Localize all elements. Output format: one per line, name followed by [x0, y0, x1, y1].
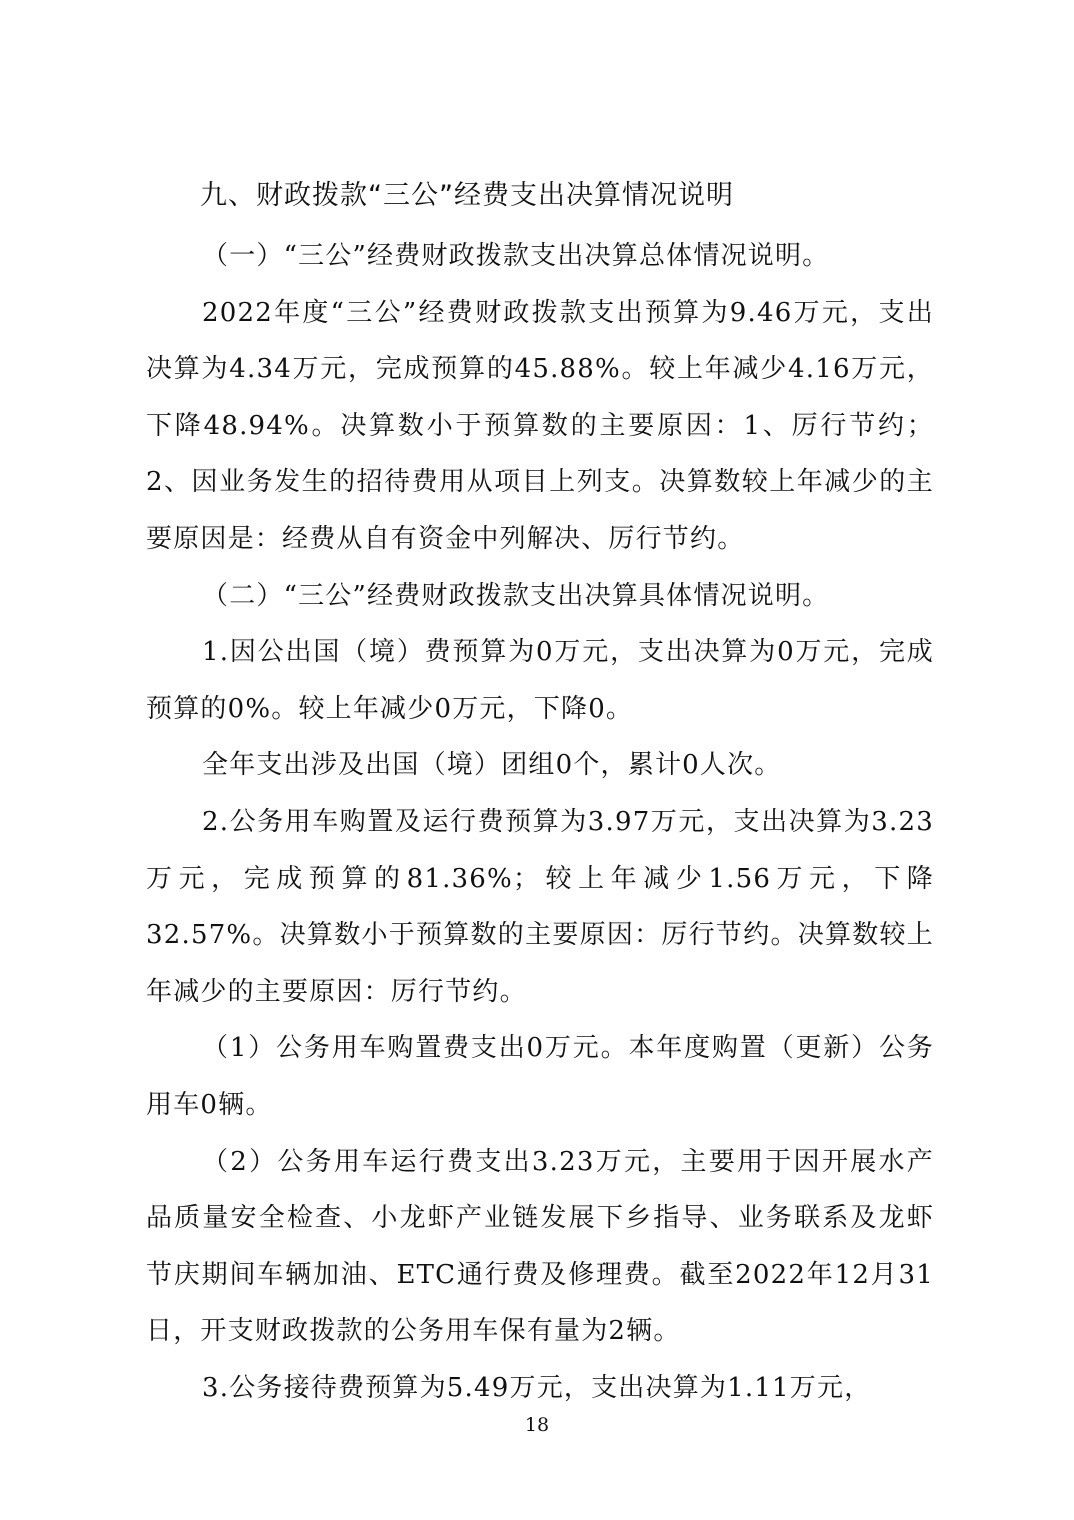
paragraph-official-reception: 3.公务接待费预算为5.49万元，支出决算为1.11万元， [202, 1372, 872, 1403]
body-text [146, 228, 934, 1416]
paragraph-overall-title: （一）“三公”经费财政拨款支出决算总体情况说明。 [202, 241, 830, 271]
paragraph-vehicle-operation: （2）公务用车运行费支出3.23万元，主要用于因开展水产品质量安全检查、小龙虾产业链发展下乡指导、业务联系及龙虾节庆期间车辆加油、ETC通行费及修理费。截至2022年12月31日，开支财政拨款的公务用车保有量为2辆。 [146, 1146, 934, 1347]
paragraph-overseas-groups: 全年支出涉及出国（境）团组0个，累计0人次。 [202, 750, 782, 781]
paragraph-specific-title: （二）“三公”经费财政拨款支出决算具体情况说明。 [202, 580, 830, 611]
paragraph-vehicle-purchase: （1）公务用车购置费支出0万元。本年度购置（更新）公务用车0辆。 [146, 1033, 934, 1120]
page-number: 18 [524, 1414, 550, 1436]
section-heading: 九、财政拨款“三公”经费支出决算情况说明 [200, 180, 734, 211]
paragraph-overseas-travel: 1.因公出国（境）费预算为0万元，支出决算为0万元，完成预算的0%。较上年减少0万元，下降0。 [146, 637, 934, 724]
paragraph-official-vehicles: 2.公务用车购置及运行费预算为3.97万元，支出决算为3.23万元，完成预算的81.36%；较上年减少1.56万元，下降32.57%。决算数小于预算数的主要原因：厉行节约。决算数较上年减少的主要原因：厉行节约。 [146, 806, 934, 1007]
paragraph-overall-detail: 2022年度“三公”经费财政拨款支出预算为9.46万元，支出决算为4.34万元，完成预算的45.88%。较上年减少4.16万元，下降48.94%。决算数小于预算数的主要原因：1、厉行节约；2、因业务发生的招待费用从项目上列支。决算数较上年减少的主要原因是：经费从自有资金中列解决、厉行节约。 [146, 297, 934, 554]
